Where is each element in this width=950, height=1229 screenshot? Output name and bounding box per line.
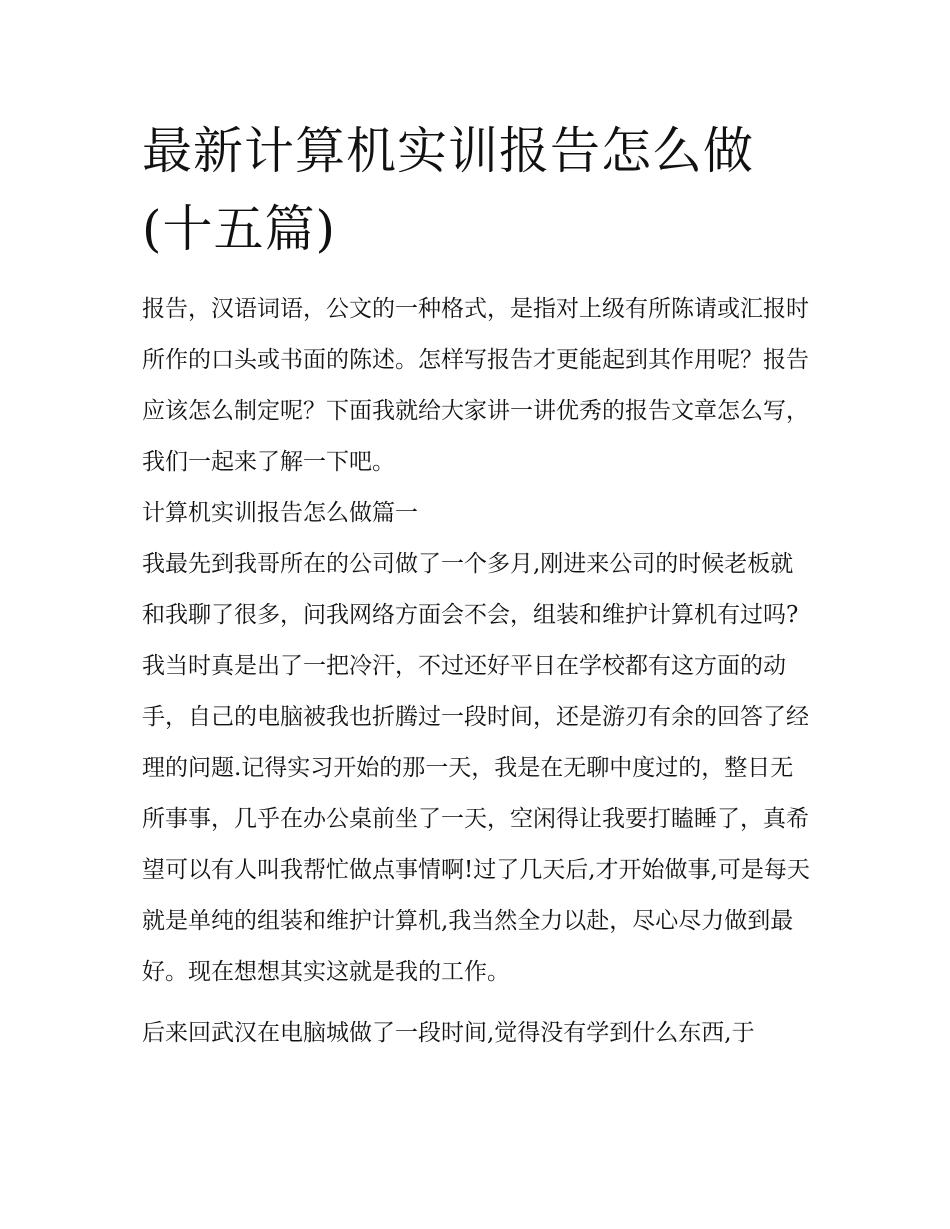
document-page	[142, 112, 810, 1059]
body-paragraph-2: 后来回武汉在电脑城做了一段时间,觉得没有学到什么东西,于	[142, 1020, 755, 1046]
intro-paragraph: 报告，汉语词语，公文的一种格式，是指对上级有所陈请或汇报时所作的口头或书面的陈述。怎样写报告才更能起到其作用呢？报告应该怎么制定呢？下面我就给大家讲一讲优秀的报告文章怎么写，我们一起来了解一下吧。	[142, 296, 809, 475]
document-title: 最新计算机实训报告怎么做(十五篇)	[142, 122, 754, 258]
section-heading: 计算机实训报告怎么做篇一	[142, 500, 418, 526]
body-paragraph-1: 我最先到我哥所在的公司做了一个多月,刚进来公司的时候老板就和我聊了很多，问我网络方面会不会，组装和维护计算机有过吗?我当时真是出了一把冷汗，不过还好平日在学校都有这方面的动手，自己的电脑被我也折腾过一段时间，还是游刃有余的回答了经理的问题.记得实习开始的那一天，我是在无聊中度过的，整日无所事事，几乎在办公桌前坐了一天，空闲得让我要打瞌睡了，真希望可以有人叫我帮忙做点事情啊!过了几天后,才开始做事,可是每天就是单纯的组装和维护计算机,我当然全力以赴，尽心尽力做到最好。现在想想其实这就是我的工作。	[142, 551, 810, 985]
